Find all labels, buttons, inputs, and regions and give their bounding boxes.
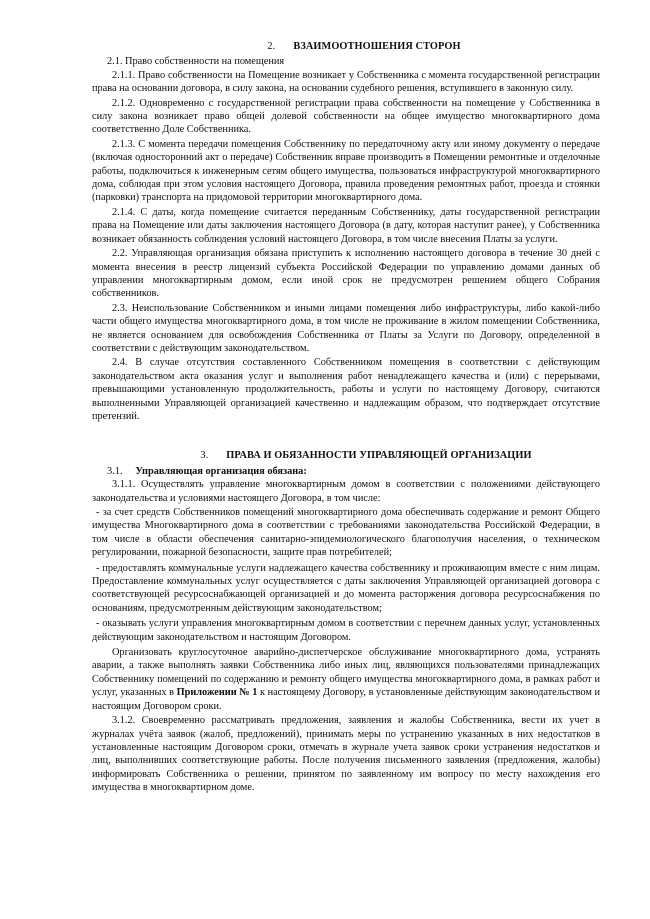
clause-3-1-2: 3.1.2. Своевременно рассматривать предложения, заявления и жалобы Собственника, вести их учет в журналах учёта заявок (жалоб, предложений), принимать меры по устранению указанных в них недостатков в установленные настоящим Договором сроки, отмечать в журнале учета заявок сроки устранения недостатков и лиц, выполнивших соответствующие работы. После получения письменного заявления (предложения, жалобы) информировать Собственника о решении, принятом по заявленному им вопросу по месту нахождения его имущества в многоквартирном доме.	[92, 715, 600, 794]
clause-3-1-heading: Управляющая организация обязана:	[135, 465, 307, 477]
clause-emergency-text: Организовать круглосуточное аварийно-диспетчерское обслуживание многоквартирного дома, устранять аварии, а также выполнять заявки Собственника либо иных лиц, являющихся пользователями принадлежащих Собственнику помещений по содержанию и ремонту общего имущества многоквартирного дома, в рамках работ и услуг, указанных в	[92, 647, 600, 699]
clause-2-1-title: 2.1. Право собственности на помещения	[107, 56, 285, 68]
clause-2-1-3: 2.1.3. С момента передачи помещения Собственнику по передаточному акту или иному документу о передаче (включая односторонний акт о передаче) Собственник вправе производить в Помещении ремонтные и отделочные работы, подключиться к инженерным сетям общего имущества, пользоваться инфраструктурой многоквартирного дома, соблюдая при этом условия настоящего Договора, правила проведения ремонтных работ, проезда и стоянки (парковки) транспорта на придомовой территории многоквартирного дома.	[92, 138, 600, 204]
section-3-number: 3.	[200, 450, 209, 462]
list-item: - оказывать услуги управления многоквартирным домом в соответствии с перечнем данных услуг, установленных действующим законодательством и настоящим Договором.	[92, 618, 600, 643]
section-2-number: 2.	[267, 41, 276, 52]
list-item: - предоставлять коммунальные услуги надлежащего качества собственнику и проживающим вместе с ним лицам. Предоставление коммунальных услуг осуществляется с даты заключения Управляющей организацией договора с соответствующей ресурсоснабжающей организацией и до момента расторжения договора ресурсоснабжения по основаниям, предусмотренным действующим законодательством;	[92, 562, 600, 614]
clause-2-4: 2.4. В случае отсутствия составленного Собственником помещения в соответствии с действующим законодательством акта оказания услуг и выполнения работ ненадлежащего качества и (или) с перерывами, превышающими установленную продолжительность, работы и услуги по настоящему Договору, считаются выполненными Управляющей организацией качественно и надлежащим образом, что подтверждает отсутствие претензий.	[92, 357, 600, 422]
clause-2-3: 2.3. Неиспользование Собственником и иными лицами помещения либо инфраструктуры, либо какой-либо части общего имущества многоквартирного дома, в том числе не проживание в жилом помещении Собственника, не является основанием для освобождения Собственника от Платы за Услуги по Договору, определенной в соответствии с действующим законодательством.	[92, 302, 600, 354]
clause-emergency-service	[92, 646, 600, 713]
section-2-title: ВЗАИМООТНОШЕНИЯ СТОРОН	[293, 41, 461, 52]
clause-2-2: 2.2. Управляющая организация обязана приступить к исполнению настоящего договора в течение 30 дней с момента внесения в реестр лицензий субъекта Российской Федерации по управлению домами данных об управлении многоквартирным домом, если иной срок не предусмотрен решением общего Собрания собственников.	[92, 248, 600, 300]
clause-emergency-text-end: к настоящему Договору, в установленные действующим законодательством и настоящим Договором сроки.	[92, 687, 600, 712]
clause-2-1-1: 2.1.1. Право собственности на Помещение возникает у Собственника с момента государственной регистрации права на основании договора, в силу закона, на основании судебного решения, вступившего в законную силу.	[92, 69, 600, 95]
clause-2-1-2: 2.1.2. Одновременно с государственной регистрации права собственности на помещение у Собственника в силу закона возникает право общей долевой собственности на общее имущество многоквартирного дома соответственно Доле Собственника.	[92, 97, 600, 136]
section-3-title: ПРАВА И ОБЯЗАННОСТИ УПРАВЛЯЮЩЕЙ ОРГАНИЗАЦИИ	[226, 450, 532, 462]
clause-3-1-1: 3.1.1. Осуществлять управление многоквартирным домом в соответствии с положениями действующего законодательства и условиями настоящего Договора, в том числе:	[92, 479, 600, 504]
list-item: - за счет средств Собственников помещений многоквартирного дома обеспечивать содержание и ремонт Общего имущества Многоквартирного дома в соответствии с требованиями законодательства Российской Федерации, в том числе в области обеспечения санитарно-эпидемиологического благополучия населения, о техническом регулировании, пожарной безопасности, защите прав потребителей;	[92, 507, 600, 559]
appendix-reference: Приложении № 1	[176, 687, 258, 699]
section-3-heading	[92, 449, 600, 462]
clause-2-1-4: 2.1.4. С даты, когда помещение считается переданным Собственнику, даты государственной регистрации права на Помещение или даты заключения настоящего Договора (в дату, которая наступит ранее), у Собственника возникает обязанность соблюдения условий настоящего Договора, в том числе внесения Платы за услуги.	[92, 206, 600, 245]
section-2-heading	[92, 40, 600, 53]
clause-3-1-number: 3.1.	[107, 465, 123, 477]
clause-3-1-title	[92, 465, 600, 478]
